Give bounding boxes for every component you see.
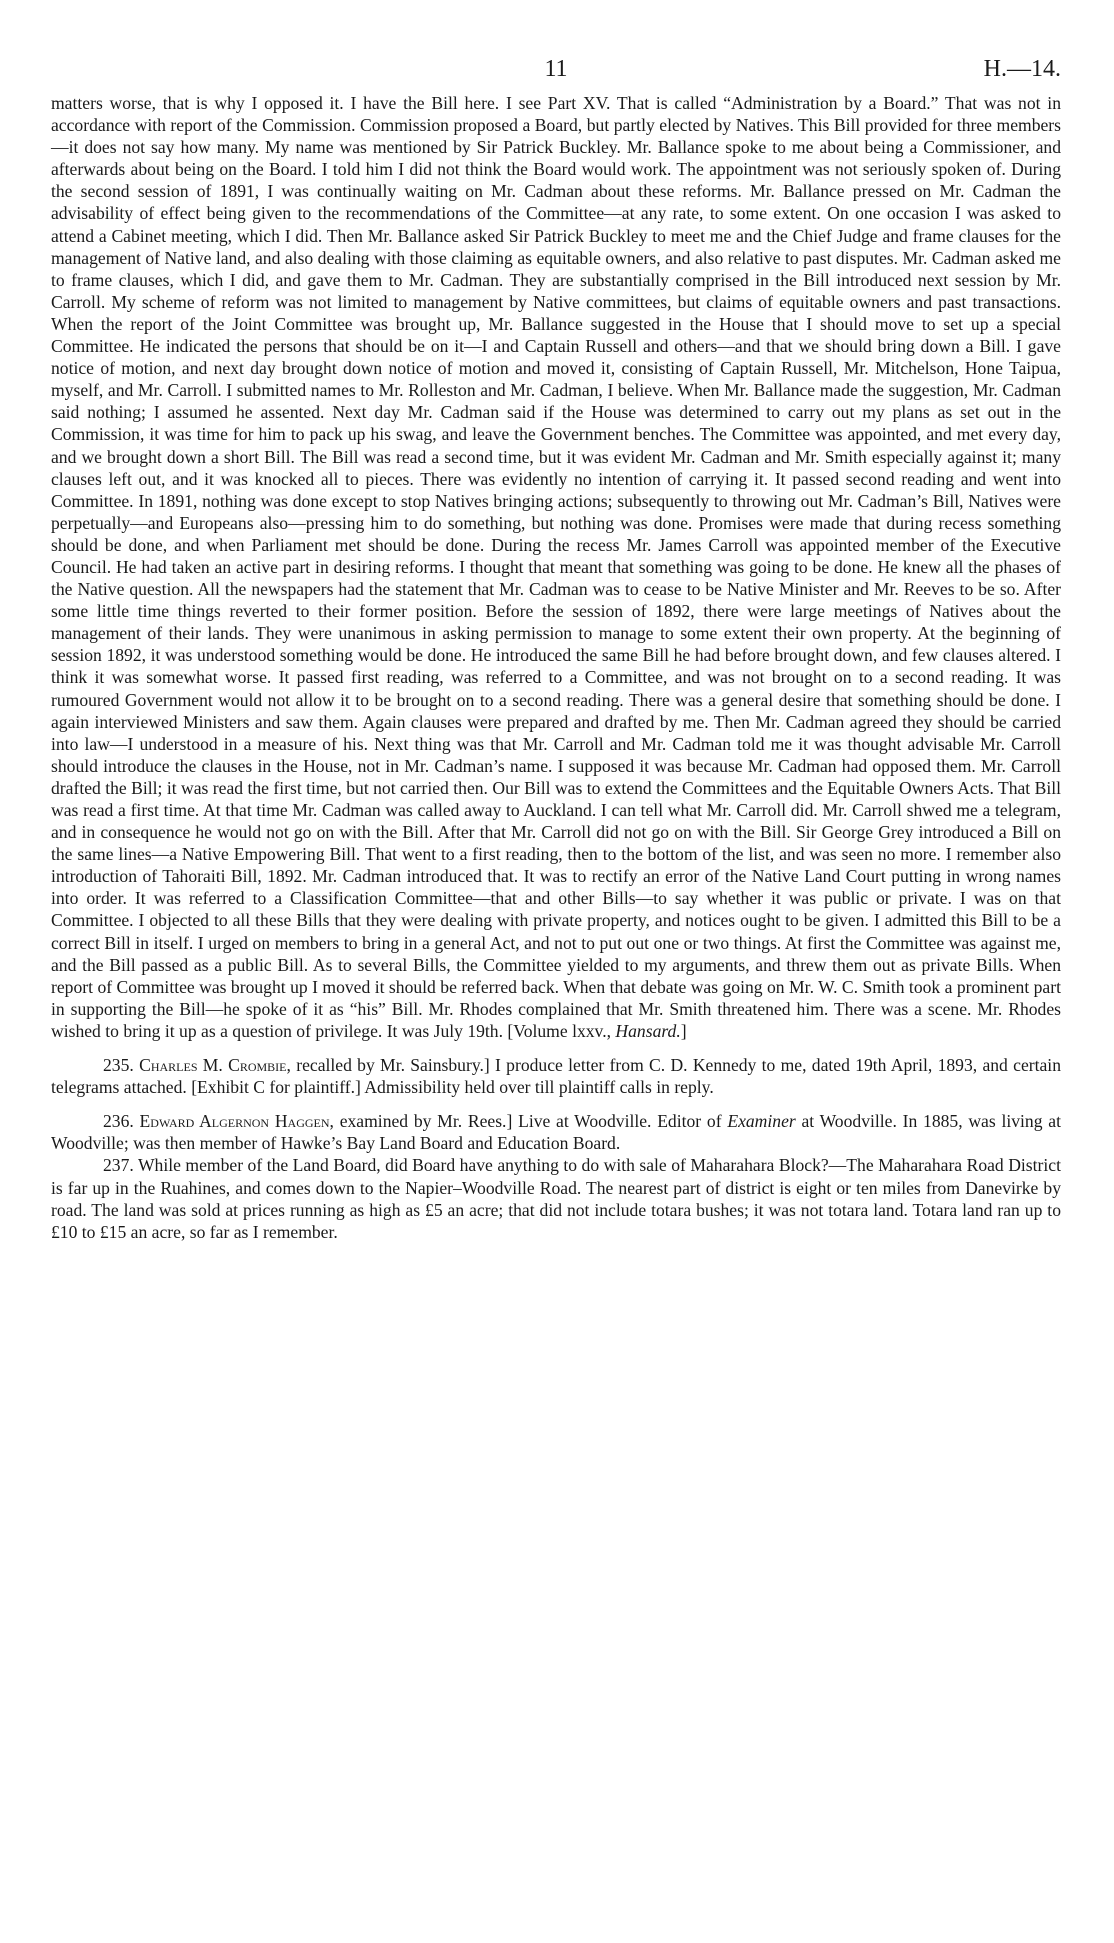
witness-name: Charles M. Crombie,	[139, 1055, 291, 1076]
document-reference: H.—14.	[983, 56, 1061, 82]
paragraph-235	[51, 1054, 1061, 1098]
document-page	[51, 56, 1061, 1243]
paragraph-text: 237. While member of the Land Board, did Board have anything to do with sale of Maharahara Block?—The Maharahara Road District is far up in the Ruahines, and comes down to the Napier–Woodville Road. The nearest part of district is eight or ten miles from Danevirke by road. The land was sold at prices running as high as £5 an acre; that did not include totara bushes; it was not totara land. Totara land ran up to £10 to £15 an acre, so far as I remember.	[51, 1155, 1061, 1242]
paragraph-text: matters worse, that is why I opposed it. I have the Bill here. I see Part XV. That is called “Administration by a Board.” That was not in accordance with report of the Commission. Commission proposed a Board, but partly elected by Natives. This Bill provided for three members—it does not say how many. My name was mentioned by Sir Patrick Buckley. Mr. Ballance spoke to me about being a Commissioner, and afterwards about being on the Board. I told him I did not think the Board would work. The appointment was not seriously spoken of. During the second session of 1891, I was continually waiting on Mr. Cadman about these reforms. Mr. Ballance pressed on Mr. Cadman the advisability of effect being given to the recommendations of the Committee—at any rate, to some extent. On one occasion I was asked to attend a Cabinet meeting, which I did. Then Mr. Ballance asked Sir Patrick Buckley to meet me and the Chief Judge and frame clauses for the management of Native land, and also dealing with those claiming as equitable owners, and also relative to past disputes. Mr. Cadman asked me to frame clauses, which I did, and gave them to Mr. Cadman. They are substantially comprised in the Bill introduced next session by Mr. Carroll. My scheme of reform was not limited to management by Native committees, but claims of equitable owners and past transactions. When the report of the Joint Committee was brought up, Mr. Ballance suggested in the House that I should move to set up a special Committee. He indicated the persons that should be on it—I and Captain Russell and others—and that we should bring down a Bill. I gave notice of motion, and next day brought down notice of motion and moved it, consisting of Captain Russell, Mr. Mitchelson, Hone Taipua, myself, and Mr. Carroll. I submitted names to Mr. Rolleston and Mr. Cadman, I believe. When Mr. Ballance made the suggestion, Mr. Cadman said nothing; I assumed he assented. Next day Mr. Cadman said if the House was determined to carry out my plans as set out in the Commission, it was time for him to pack up his swag, and leave the Government benches. The Committee was appointed, and met every day, and we brought down a short Bill. The Bill was read a second time, but it was evident Mr. Cadman and Mr. Smith especially against it; many clauses left out, and it was knocked all to pieces. There was evidently no intention of carrying it. It passed second reading and went into Committee. In 1891, nothing was done except to stop Natives bringing actions; subsequently to throwing out Mr. Cadman’s Bill, Natives were perpetually—and Europeans also—pressing him to do something, but nothing was done. Promises were made that during recess something should be done, and when Parliament met should be done. During the recess Mr. James Carroll was appointed member of the Executive Council. He had taken an active part in desiring reforms. I thought that meant that something was going to be done. He knew all the phases of the Native question. All the newspapers had the statement that Mr. Cadman was to cease to be Native Minister and Mr. Reeves to be so. After some little time things reverted to their former position. Before the session of 1892, there were large meetings of Natives about the management of their lands. They were unanimous in asking permission to manage to some extent their own property. At the beginning of session 1892, it was understood something would be done. He introduced the same Bill he had before brought down, and few clauses altered. I think it was somewhat worse. It passed first reading, was referred to a Committee, and was not brought on to a second reading. It was rumoured Government would not allow it to be brought on to a second reading. There was a general desire that something should be done. I again interviewed Ministers and saw them. Again clauses were prepared and drafted by me. Then Mr. Cadman agreed they should be carried into law—I understood in a measure of his. Next thing was that Mr. Carroll and Mr. Cadman told me it was thought advisable Mr. Carroll should introduce the clauses in the House, not in Mr. Cadman’s name. I supposed it was because Mr. Cadman had opposed them. Mr. Carroll drafted the Bill; it was read the first time, but not carried then. Our Bill was to extend the Committees and the Equitable Owners Acts. That Bill was read a first time. At that time Mr. Cadman was called away to Auckland. I can tell what Mr. Carroll did. Mr. Carroll shwed me a telegram, and in consequence he would not go on with the Bill. After that Mr. Carroll did not go on with the Bill. Sir George Grey introduced a Bill on the same lines—a Native Empowering Bill. That went to a first reading, then to the bottom of the list, and was seen no more. I remember also introduction of Tahoraiti Bill, 1892. Mr. Cadman introduced that. It was to rectify an error of the Native Land Court putting in wrong names into order. It was referred to a Classification Committee—that and other Bills—to say whether it was public or private. I was on that Committee. I objected to all these Bills that they were dealing with private property, and notices ought to be given. I admitted this Bill to be a correct Bill in itself. I urged on members to bring in a general Act, and not to put out one or two things. At first the Committee was against me, and the Bill passed as a public Bill. As to several Bills, the Committee yielded to my arguments, and threw them out as private Bills. When report of Committee was brought up I moved it should be referred back. When that debate was going on Mr. W. C. Smith took a prominent part in supporting the Bill—he spoke of it as “his” Bill. Mr. Rhodes complained that Mr. Smith threatened him. There was a scene. Mr. Rhodes wished to bring it up as a question of privilege. It was July 19th. [Volume lxxv.,	[51, 93, 1061, 1041]
witness-name: Edward Algernon Haggen,	[139, 1111, 334, 1132]
page-header	[51, 56, 1061, 92]
paragraph-237	[51, 1154, 1061, 1242]
paragraph-236	[51, 1110, 1061, 1154]
paragraph-text: recalled by Mr. Sainsbury.] I produce letter from C. D. Kennedy to me, dated 19th April, 1893, and certain telegrams attached. [Exhibit C for plaintiff.] Admissibility held over till plaintiff calls in reply.	[51, 1055, 1061, 1098]
paragraph-text: examined by Mr. Rees.] Live at Woodville. Editor of	[339, 1111, 722, 1132]
paragraph-number: 236.	[103, 1111, 134, 1132]
page-number: 11	[544, 56, 568, 82]
body-text	[51, 92, 1061, 1243]
paragraph-number: 235.	[103, 1055, 134, 1076]
paragraph-testimony-continued	[51, 92, 1061, 1042]
closing-bracket: ]	[680, 1020, 687, 1041]
paragraph-text: at Woodville. In 1885, was living at Woodville; was then member of Hawke’s Bay Land Board and Education Board.	[51, 1111, 1061, 1154]
italic-citation: Hansard.	[615, 1020, 681, 1041]
italic-publication: Examiner	[727, 1111, 796, 1132]
